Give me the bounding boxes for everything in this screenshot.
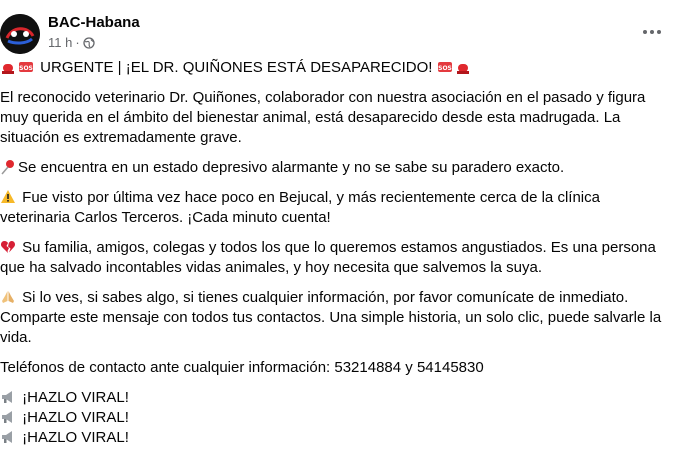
page-name[interactable]: BAC-Habana <box>48 14 140 31</box>
paragraph-2: Se encuentra en un estado depresivo alarmante y no se sabe su paradero exacto. <box>18 159 565 176</box>
paragraph-4: Su familia, amigos, colegas y todos los que lo queremos estamos angustiados. Es una persona que ha salvado incontables vidas animales, y hoy necesita que salvemos la suya. <box>0 239 656 276</box>
more-options-button[interactable] <box>640 22 664 42</box>
viral-text: ¡HAZLO VIRAL! <box>22 429 129 446</box>
paragraph-5: Si lo ves, si sabes algo, si tienes cualquier información, por favor comunícate de inmediato. Comparte este mensaje con todos tus contactos. Una simple historia, un solo clic, puede salvarle la vida. <box>0 289 662 346</box>
post-title: URGENTE | ¡EL DR. QUIÑONES ESTÁ DESAPARECIDO! <box>40 59 433 76</box>
viral-text: ¡HAZLO VIRAL! <box>22 409 129 426</box>
contact-line: Teléfonos de contacto ante cualquier información: 53214884 y 54145830 <box>0 359 484 376</box>
meta-separator: · <box>75 35 80 50</box>
warning-icon <box>0 189 16 205</box>
post-title-line <box>0 58 672 78</box>
paragraph-4-line <box>0 238 672 278</box>
megaphone-icon <box>0 429 16 445</box>
pushpin-icon <box>0 159 16 175</box>
svg-text:SOS: SOS <box>19 65 33 72</box>
paragraph-2-line <box>0 158 672 178</box>
paragraph-3: Fue visto por última vez hace poco en Bejucal, y más recientemente cerca de la clínica veterinaria Carlos Terceros. ¡Cada minuto cuenta! <box>0 189 600 226</box>
sos-icon <box>18 59 34 75</box>
post-meta <box>48 35 95 50</box>
viral-text: ¡HAZLO VIRAL! <box>22 389 129 406</box>
globe-icon <box>83 37 95 49</box>
paragraph-3-line <box>0 188 672 228</box>
post-time[interactable]: 11 h <box>48 35 73 50</box>
viral-line-2 <box>0 408 672 428</box>
svg-text:SOS: SOS <box>437 65 452 72</box>
siren-icon <box>455 59 471 75</box>
viral-line-1 <box>0 388 672 408</box>
megaphone-icon <box>0 389 16 405</box>
post-header <box>0 6 674 54</box>
post-body <box>0 58 672 448</box>
paragraph-5-line <box>0 288 672 348</box>
page-avatar[interactable] <box>0 14 40 54</box>
sos-icon <box>437 59 453 75</box>
megaphone-icon <box>0 409 16 425</box>
paragraph-1: El reconocido veterinario Dr. Quiñones, colaborador con nuestra asociación en el pasado y figura muy querida en el ámbito del bienestar animal, está desaparecido desde esta madrugada. La situación es extremadamente grave. <box>0 89 646 146</box>
siren-icon <box>0 59 16 75</box>
viral-line-3 <box>0 428 672 448</box>
ellipsis-icon <box>642 29 662 35</box>
broken-heart-icon <box>0 239 16 255</box>
praying-hands-icon <box>0 289 16 305</box>
